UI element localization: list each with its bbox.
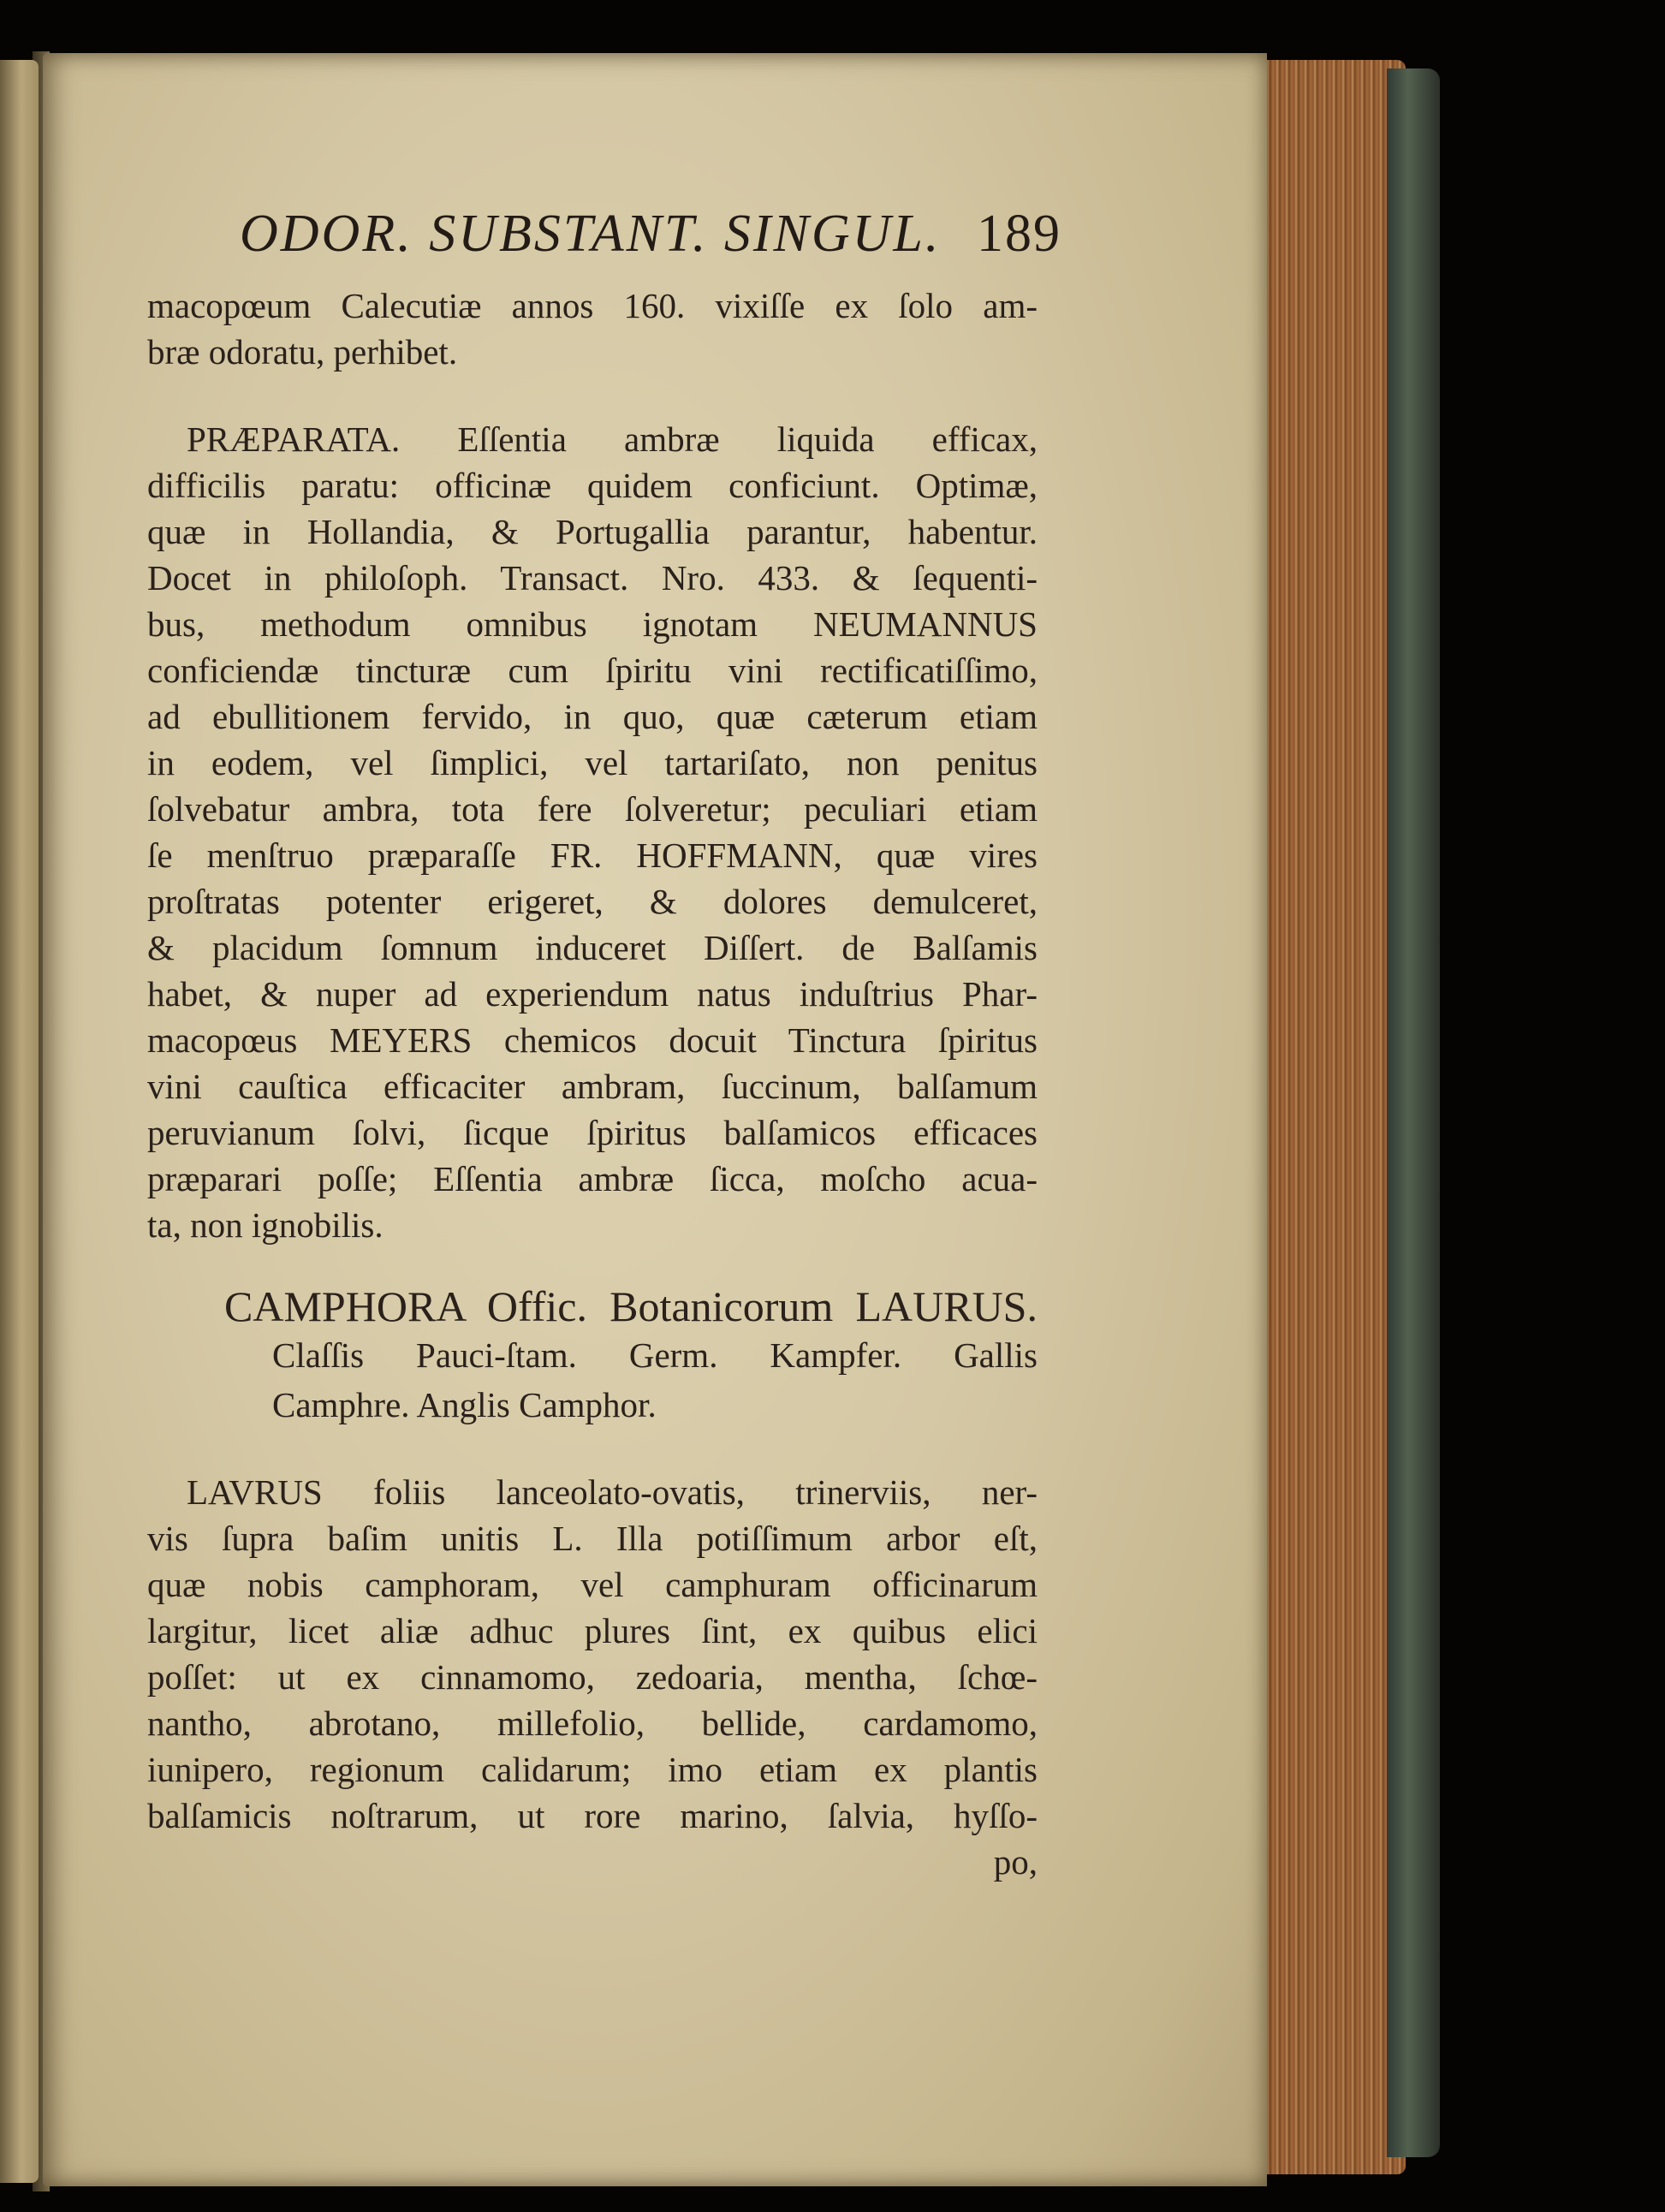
- text-line: ſolvebatur ambra, tota fere ſolveretur; peculiari etiam: [147, 789, 1038, 829]
- text-line: macopœum Calecutiæ annos 160. vixiſſe ex ſolo am-: [147, 286, 1038, 325]
- text-line: poſſet: ut ex cinnamomo, zedoaria, mentha, ſchœ-: [147, 1657, 1038, 1697]
- text-line: Camphre. Anglis Camphor.: [272, 1385, 657, 1424]
- text-line: LAVRUS foliis lanceolato-ovatis, trinerviis, ner-: [187, 1472, 1038, 1512]
- text-line: ſe menſtruo præparaſſe FR. HOFFMANN, quæ vires: [147, 835, 1038, 875]
- text-line: quæ nobis camphoram, vel camphuram officinarum: [147, 1565, 1038, 1604]
- text-line: macopœus MEYERS chemicos docuit Tinctura ſpiritus: [147, 1020, 1038, 1060]
- text-line: vis ſupra baſim unitis L. Illa potiſſimum arbor eſt,: [147, 1519, 1038, 1558]
- running-title: ODOR. SUBSTANT. SINGUL.: [240, 205, 942, 263]
- text-line: PRÆPARATA. Eſſentia ambræ liquida efficax,: [187, 419, 1038, 459]
- section-heading: CAMPHORA Offic. Botanicorum LAURUS.: [224, 1282, 1038, 1330]
- text-line: habet, & nuper ad experiendum natus induſtrius Phar-: [147, 974, 1038, 1014]
- text-line: balſamicis noſtrarum, ut rore marino, ſalvia, hyſſo-: [147, 1796, 1038, 1835]
- text-line: Claſſis Pauci-ſtam. Germ. Kampfer. Gallis: [272, 1335, 1038, 1375]
- text-line: Docet in philoſoph. Transact. Nro. 433. & ſequenti-: [147, 558, 1038, 598]
- text-line: bræ odoratu, perhibet.: [147, 332, 458, 372]
- text-line: iunipero, regionum calidarum; imo etiam ex plantis: [147, 1750, 1038, 1789]
- running-header: [240, 204, 1061, 264]
- text-line: vini cauſtica efficaciter ambram, ſuccinum, balſamum: [147, 1067, 1038, 1106]
- text-line: proſtratas potenter erigeret, & dolores demulceret,: [147, 882, 1038, 921]
- text-line: præparari poſſe; Eſſentia ambræ ſicca, moſcho acua-: [147, 1159, 1038, 1198]
- page-block-edge: [1252, 60, 1406, 2174]
- text-line: bus, methodum omnibus ignotam NEUMANNUS: [147, 604, 1038, 644]
- text-line: nantho, abrotano, millefolio, bellide, cardamomo,: [147, 1704, 1038, 1743]
- page-number: 189: [977, 205, 1061, 263]
- text-line: difficilis paratu: officinæ quidem conficiunt. Optimæ,: [147, 466, 1038, 505]
- book-cover-edge: [1387, 68, 1440, 2157]
- text-line: ad ebullitionem fervido, in quo, quæ cæterum etiam: [147, 697, 1038, 736]
- catchword: po,: [993, 1842, 1038, 1882]
- text-line: ta, non ignobilis.: [147, 1205, 384, 1245]
- text-line: largitur, licet aliæ adhuc plures ſint, ex quibus elici: [147, 1611, 1038, 1650]
- text-line: quæ in Hollandia, & Portugallia parantur, habentur.: [147, 512, 1038, 551]
- previous-page-edge: [0, 60, 39, 2183]
- text-line: conficiendæ tincturæ cum ſpiritu vini rectificatiſſimo,: [147, 651, 1038, 690]
- text-line: peruvianum ſolvi, ſicque ſpiritus balſamicos efficaces: [147, 1113, 1038, 1152]
- text-line: & placidum ſomnum induceret Diſſert. de Balſamis: [147, 928, 1038, 967]
- text-line: in eodem, vel ſimplici, vel tartariſato, non penitus: [147, 743, 1038, 782]
